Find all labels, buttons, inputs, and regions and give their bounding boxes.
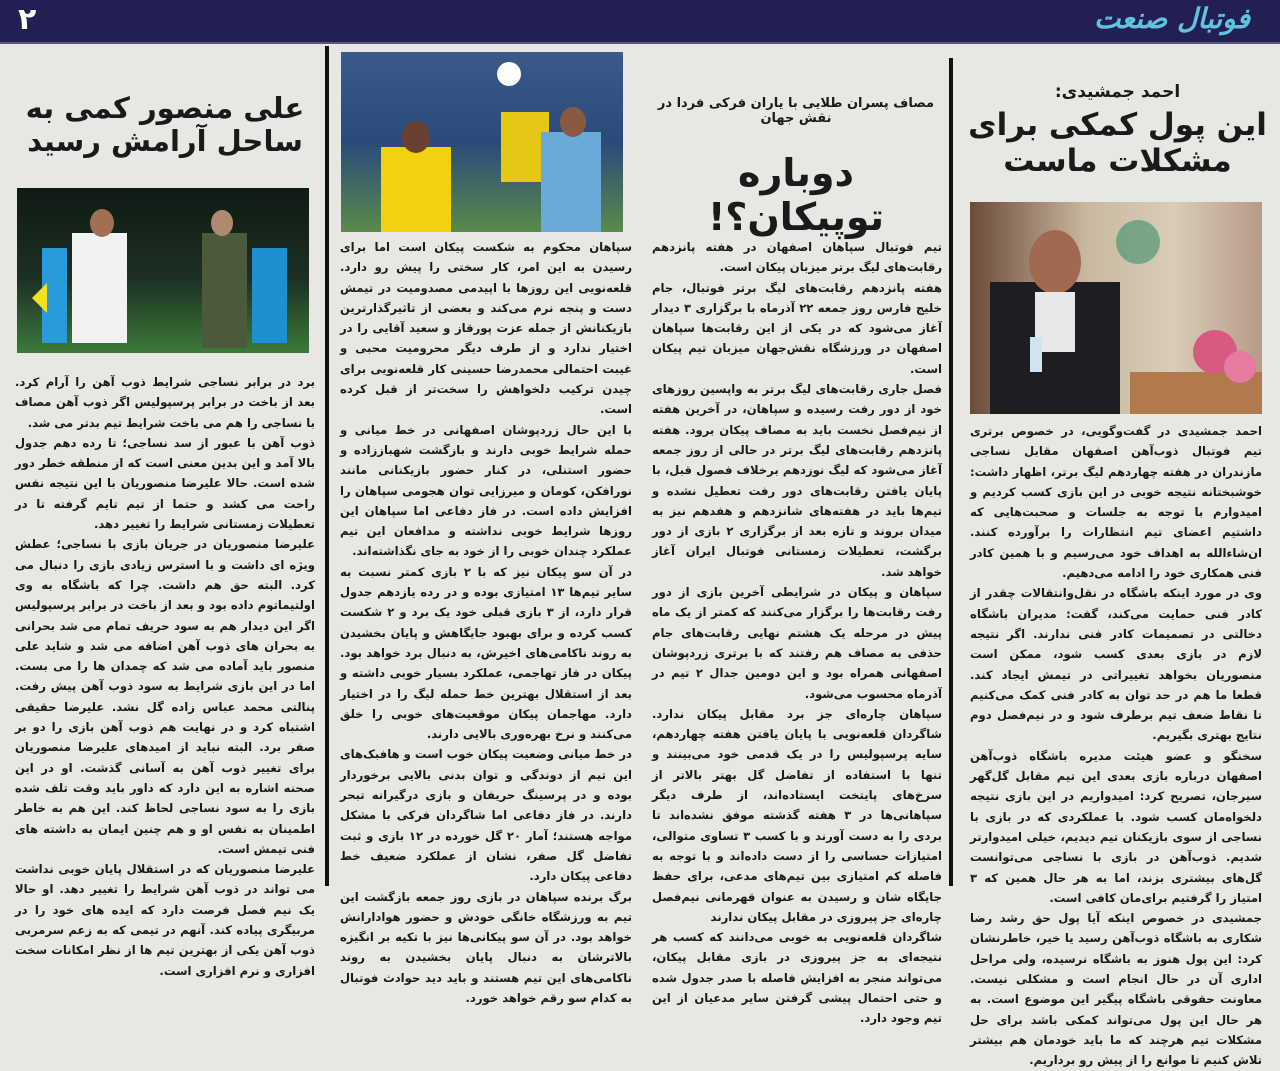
headline-line: این پول کمکی برای xyxy=(968,107,1267,143)
article-headline: دوباره توپیکان؟! xyxy=(707,151,885,239)
paragraph: برد در برابر نساجی شرایط ذوب آهن را آرام کرد. بعد از باخت در برابر پرسپولیس اگر ذوب آهن مصاف با نساجی را هم می باخت شرایط تیم بدتر می شد. xyxy=(15,375,315,430)
masthead-bar xyxy=(0,0,1280,44)
paragraph: علیرضا منصوریان در جریان بازی با نساجی؛ عطش ویژه ای داشت و با استرس زیادی بازی را دنبال می کرد. البته حق هم داشت. چرا که باشگاه به وی اولتیماتوم داده بود و بعد از باخت در برابر پرسپولیس اگر این دیدار هم به سود حریف تمام می شد بحرانی به بحران های ذوب آهن اضافه می شد و شاید علی منصور باید آماده می شد که چمدان ها را می بست. اما در این بازی شرایط به سود ذوب آهن پیش رفت. پنالتی محمد عباس زاده گل نشد. علیرضا حقیقی اشتباه کرد و در نهایت هم ذوب آهن بازی را دو بر صفر برد. البته نباید از امیدهای علیرضا منصوریان برای تغییر ذوب آهن به آسانی گذشت. او در این صحنه اشاره به این دارد که داور باید وقت تلف شده بازی را به سود نساجی لحاظ کند. این هم به خاطر اطمینان به نفس او و هم چنین ایمان به داشته های فنی تیمش است. xyxy=(15,537,315,856)
headline-line: ساحل آرامش رسید xyxy=(27,124,303,159)
center-article-header xyxy=(650,96,942,239)
paragraph: وی در مورد اینکه باشگاه در نقل‌وانتقالات چقدر از کادر فنی حمایت می‌کند، گفت: مدیران باشگاه دخالتی در تصمیمات کادر فنی ندارند. اگر نتیجه لازم در بازی بعدی کسب شود، ممکن است منصوریان بخواهد تغییراتی در تیمش ایجاد کند. قطعا ما هم در حد توان به کادر فنی کمک می‌کنیم تا نقاط ضعف تیم برطرف شود و در نیم‌فصل دوم نتایج بهتری بگیریم. xyxy=(970,586,1262,743)
photo-speaker-at-podium xyxy=(970,202,1262,414)
paragraph: سخنگو و عضو هیئت مدیره باشگاه ذوب‌آهن اصفهان درباره بازی بعدی این تیم مقابل گل‌گهر سیرجان، تصریح کرد: امیدواریم در این بازی نتیجه دلخواه‌مان کسب شود. با عملکردی که در بازی با نساجی از سوی بازیکنان تیم دیدیم، خیلی امیدوارتر شدیم. ذوب‌آهن در بازی با نساجی می‌توانست گل‌های بیشتری بزند، اما به هر حال همین که ۳ امتیاز را گرفتیم برای‌مان کافی است. xyxy=(970,748,1262,905)
paragraph: فصل جاری رقابت‌های لیگ برتر به واپسین روزهای خود از دور رفت رسیده و سپاهان، در آخرین هفته از نیم‌فصل نخست باید به مصاف پیکان برود. هفته پانزدهم رقابت‌های لیگ برتر در حالی از روز جمعه آغاز می‌شود که لیگ نوزدهم برخلاف فصول قبل، با پایان یافتن رقابت‌های دور رفت تعطیل نشده و تیم‌ها باید در هفته‌های شانزدهم و هفدهم نیز به میدان بروند و تازه بعد از برگزاری ۲ بازی از دور برگشت، تعطیلات زمستانی فوتبال ایران آغاز خواهد شد. xyxy=(652,382,942,579)
article-headline xyxy=(965,108,1270,179)
center-article-column-a xyxy=(652,237,942,1029)
publication-logo: فوتبال صنعت xyxy=(1094,2,1250,35)
paragraph: سپاهان محکوم به شکست پیکان است اما برای رسیدن به این امر، کار سختی را پیش رو دارد. قلعه‌نویی این روزها با اپیدمی مصدومیت در تیمش دست و پنجه نرم می‌کند و بعضی از تاثیرگذارترین بازیکنانش از جمله عزت پورقاز و سعید آقایی را در اختیار ندارد و از طرف دیگر محرومیت محبی و غیبت احتمالی محمدرضا حسینی کار قلعه‌نویی برای چیدن ترکیب دلخواهش را سخت‌تر از قبل کرده است. xyxy=(340,240,632,417)
right-article xyxy=(965,60,1270,179)
paragraph: با این حال زردپوشان اصفهانی در خط میانی و حمله شرایط خوبی دارند و بازگشت شهباززاده و حضور استنلی، در کنار حضور بازیکنانی مانند نورافکن، کومان و میرزایی توان هجومی سپاهان را افزایش داده است. در فاز دفاعی اما سپاهان این روزها شرایط خوبی نداشته و مدافعان این تیم عملکرد چندان خوبی را از خود به جای نگذاشته‌اند. xyxy=(340,422,632,559)
paragraph: هفته پانزدهم رقابت‌های لیگ برتر فوتبال، جام خلیج فارس روز جمعه ۲۲ آذرماه با برگزاری ۳ دیدار آغاز می‌شود که در یکی از این رقابت‌ها سپاهان اصفهان در ورزشگاه نقش‌جهان میزبان تیم پیکان است. xyxy=(652,280,943,376)
article-headline xyxy=(15,92,315,159)
paragraph: در خط میانی وضعیت پیکان خوب است و هافبک‌های این تیم از دوندگی و توان بدنی بالایی برخوردار بوده و در پرسینگ حریفان و بازی درگیرانه تبحر دارند. در فاز دفاعی اما شاگردان فرکی با مشکل مواجه هستند؛ آمار ۲۰ گل خورده در ۱۲ بازی و ثبت تفاضل گل صفر، نشان از عملکرد ضعیف خط دفاعی پیکان دارد. xyxy=(340,747,633,884)
article-kicker: مصاف پسران طلایی با یاران فرکی فردا در نقش جهان xyxy=(657,96,935,126)
sideline-illustration xyxy=(17,188,309,353)
paragraph: برگ برنده سپاهان در بازی روز جمعه بازگشت این تیم به ورزشگاه خانگی خودش و حضور هوادارانش خواهد بود. در آن سو پیکانی‌ها نیز با تکیه بر انگیزه بالاترشان به دنبال پایان بخشیدن به روند ناکامی‌های این تیم هستند و باید دید حوادث فوتبال به کدام سو رقم خواهد خورد. xyxy=(340,889,632,1005)
headline-line: مشکلات ماست xyxy=(1003,142,1232,179)
left-article-body xyxy=(15,372,315,981)
paragraph: سپاهان و پیکان در شرایطی آخرین بازی از دور رفت رقابت‌ها را برگزار می‌کنند که کمتر از یک ماه پیش در مرحله یک هشتم نهایی رقابت‌های جام حذفی به مصاف هم رفتند که با برتری زردپوشان اصفهانی همراه بود و این دومین جدال ۲ تیم در آذرماه محسوب می‌شود. xyxy=(652,585,942,701)
paragraph: تیم فوتبال سپاهان اصفهان در هفته پانزدهم رقابت‌های لیگ برتر میزبان پیکان است. xyxy=(652,240,942,275)
column-divider xyxy=(325,46,329,886)
photo-coach-sideline xyxy=(17,188,309,353)
paragraph: در آن سو پیکان نیز که با ۲ بازی کمتر نسبت به سایر تیم‌ها ۱۳ امتیازی بوده و در رده یازدهم جدول قرار دارد، از ۳ بازی قبلی خود یک برد و ۲ شکست کسب کرده و برای بهبود جایگاهش و پایان بخشیدن به روند ناکامی‌های اخیرش، به دنبال برد خواهد بود. پیکان در فاز تهاجمی، عملکرد بسیار خوبی داشته و بعد از استقلال بهترین خط حمله لیگ را در اختیار دارد. مهاجمان پیکان موقعیت‌های خوبی را خلق می‌کنند و نرخ بهره‌وری بالایی دارند. xyxy=(340,564,632,742)
center-article-column-b xyxy=(340,237,632,1008)
paragraph: علیرضا منصوریان که در استقلال پایان خوبی نداشت می تواند در ذوب آهن شرایط را تغییر دهد. او حالا یک نیم فصل فرصت دارد که ایده های خود را در مربیگری پیاده کند. آنهم در تیمی که به زعم سرمربی ذوب آهن یکی از بهترین تیم ها از نظر امکانات سخت افزاری و نرم افزاری است. xyxy=(15,862,315,978)
left-article-header xyxy=(15,92,315,159)
headline-line: علی منصور کمی به xyxy=(25,91,305,125)
paragraph: شاگردان قلعه‌نویی به خوبی می‌دانند که کسب هر نتیجه‌ای به جز پیروزی در بازی مقابل پیکان، می‌تواند منجر به افزایش فاصله با صدر جدول شده و حتی احتمال پیشی گرفتن سایر مدعیان از این تیم وجود دارد. xyxy=(652,930,942,1026)
speaker-illustration xyxy=(970,202,1262,414)
paragraph: احمد جمشیدی در گفت‌وگویی، در خصوص برتری تیم فوتبال ذوب‌آهن اصفهان مقابل نساجی مازندران در هفته چهاردهم لیگ برتر، اظهار داشت: خوشبختانه نتیجه خوبی در این بازی کسب کردیم و امیدوارم با توجه به جلسات و صحبت‌هایی که داشتیم اعضای تیم انتظارات را برآورده کنند. ان‌شاءالله به اهداف خود می‌رسیم و با همین کادر فنی همکاری خود را ادامه می‌دهیم. xyxy=(970,424,1262,581)
column-divider xyxy=(949,58,953,886)
right-article-body xyxy=(970,421,1262,1071)
article-kicker: احمد جمشیدی: xyxy=(1054,82,1181,102)
paragraph: جمشیدی در خصوص اینکه آیا پول حق رشد رضا شکاری به باشگاه ذوب‌آهن رسید یا خیر، خاطرنشان کرد: این پول هنوز به باشگاه نرسیده، ولی مراحل اداری آن در حال انجام است و مشکلی نیست. معاونت حقوقی باشگاه پیگیر این موضوع است. به هر حال این پول می‌تواند کمکی باشد برای حل مشکلات تیم هرچند که ما باید خودمان هم بیشتر تلاش کنیم تا موانع را از پیش رو برداریم. xyxy=(970,911,1262,1068)
photo-match-action xyxy=(341,52,623,232)
match-illustration xyxy=(341,52,623,232)
paragraph: ذوب آهن با عبور از سد نساجی؛ تا رده دهم جدول بالا آمد و این بدین معنی است که از منطقه خطر دور شده است. حالا علیرضا منصوریان با این نتیجه نفس راحت می کشد و حتما از تیم تایم گرفته تا در تعطیلات زمستانی شرایط را تغییر دهد. xyxy=(15,435,315,532)
paragraph: سپاهان چاره‌ای جز برد مقابل پیکان ندارد. شاگردان قلعه‌نویی با پایان یافتن هفته چهاردهم، سایه پرسپولیس را در یک قدمی خود می‌بینند و تنها با استفاده از تفاضل گل بهتر بالاتر از سرخ‌های پایتخت ایستاده‌اند، از طرف دیگر سپاهانی‌ها در ۳ هفته گذشته موفق نشده‌اند تا بردی را به دست آورند و با کسب ۳ تساوی متوالی، امتیازات حساسی را از دست داده‌اند و با توجه به فاصله کم امتیازی بین تیم‌های مدعی، برای حفظ جایگاه شان و رسیدن به عنوان قهرمانی نیم‌فصل چاره‌ای جز پیروزی در مقابل پیکان ندارند xyxy=(652,706,943,924)
page-number: ۲ xyxy=(18,2,37,37)
